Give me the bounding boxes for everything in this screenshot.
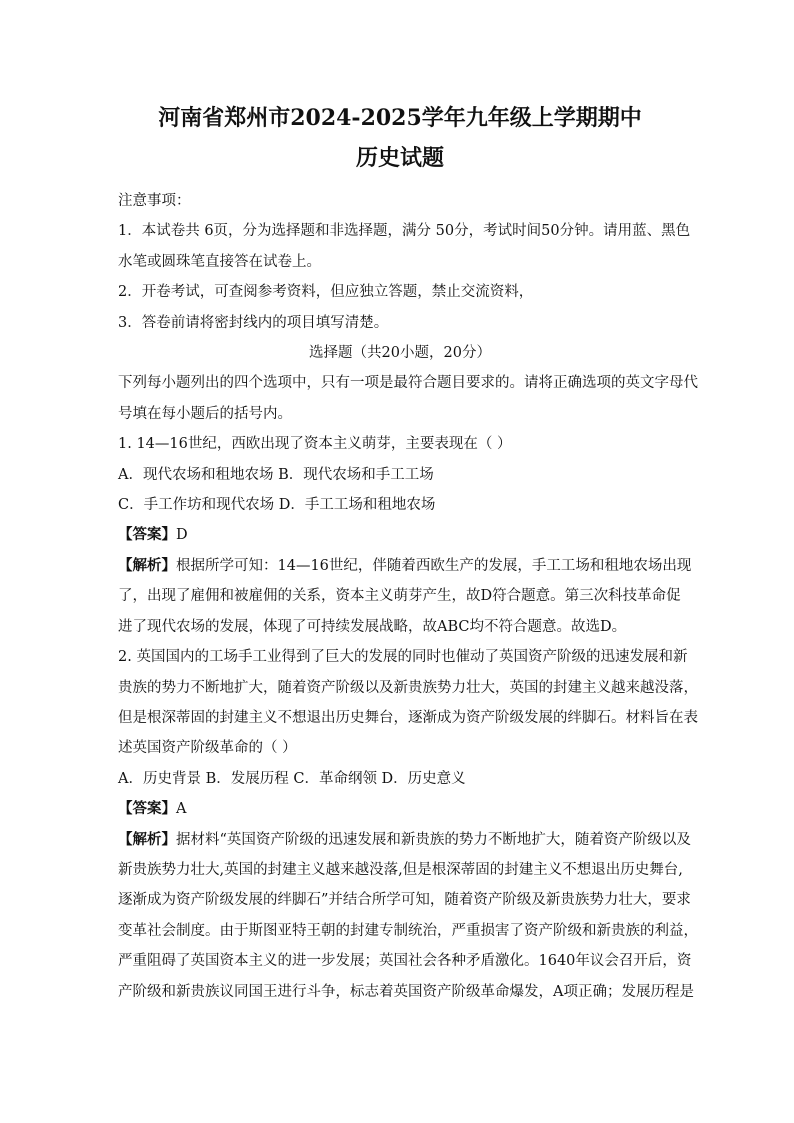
answer-line [118,520,682,550]
analysis-line [118,825,691,855]
question-stem: 但是根深蒂固的封建主义不想退出历史舞台，逐渐成为资产阶级发展的绊脚石。材料旨在表 [118,709,698,726]
notice-block [118,186,691,338]
answer-line [118,794,682,824]
question-2 [118,642,698,1007]
analysis-text: 了，出现了雇佣和被雇佣的关系，资本主义萌芽产生，故D符合题意。第三次科技革命促 [118,588,681,605]
answer-value: A [176,801,187,818]
question-option: A．现代农场和租地农场 B．现代农场和手工工场 [118,466,434,483]
answer-label: 【答案】 [118,526,176,544]
analysis-text: 产阶级和新贵族议同国王进行斗争，标志着英国资产阶级革命爆发，A项正确；发展历程是 [118,983,694,1000]
analysis-text: 据材料“英国资产阶级的迅速发展和新贵族的势力不断地扩大，随着资产阶级以及 [176,831,691,848]
notice-item: 1．本试卷共 6页，分为选择题和非选择题，满分 50分，考试时间50分钟。请用蓝、黑色 [118,223,691,240]
notice-heading: 注意事项： [118,193,191,209]
analysis-label: 【解析】 [118,830,176,848]
question-stem: 2. 英国国内的工场手工业得到了巨大的发展的同时也催动了英国资产阶级的迅速发展和新 [118,649,688,666]
analysis-line [118,551,692,581]
question-option: A．历史背景 B．发展历程 C．革命纲领 D．历史意义 [118,770,466,787]
question-stem: 述英国资产阶级革命的（ ） [118,740,297,757]
analysis-text: 根据所学可知：14—16世纪，伴随着西欧生产的发展，手工工场和租地农场出现 [176,557,692,574]
question-stem: 1. 14—16世纪，西欧出现了资本主义萌芽，主要表现在（ ） [118,436,512,453]
question-1 [118,429,692,642]
notice-item: 水笔或圆珠笔直接答在试卷上。 [118,253,321,270]
section-instruction: 号填在每小题后的括号内。 [118,405,292,422]
exam-page [118,100,698,1007]
notice-item: 3．答卷前请将密封线内的项目填写清楚。 [118,314,389,331]
answer-value: D [176,527,188,544]
analysis-text: 严重阻碍了英国资本主义的进一步发展；英国社会各种矛盾激化。1640年议会召开后，资 [118,953,692,970]
analysis-text: 变革社会制度。由于斯图亚特王朝的封建专制统治，严重损害了资产阶级和新贵族的利益， [118,922,698,939]
analysis-text: 逐渐成为资产阶级发展的绊脚石”并结合所学可知，随着资产阶级及新贵族势力壮大，要求 [118,892,691,909]
page-subtitle: 历史试题 [355,145,444,171]
question-stem: 贵族的势力不断地扩大，随着资产阶级以及新贵族势力壮大，英国的封建主义越来越没落， [118,679,698,696]
analysis-label: 【解析】 [118,556,176,574]
section-instruction: 下列每小题列出的四个选项中，只有一项是最符合题目要求的。请将正确选项的英文字母代 [118,375,698,392]
section-title: 选择题（共20小题，20分） [309,345,491,362]
notice-item: 2．开卷考试，可查阅参考资料，但应独立答题，禁止交流资料， [118,284,534,301]
answer-label: 【答案】 [118,800,176,818]
section-block [118,338,698,429]
page-title: 河南省郑州市2024-2025学年九年级上学期期中 [158,105,642,131]
analysis-text: 新贵族势力壮大,英国的封建主义越来越没落,但是根深蒂固的封建主义不想退出历史舞台, [118,861,683,878]
analysis-text: 进了现代农场的发展，体现了可持续发展战略，故ABC均不符合题意。故选D。 [118,618,627,635]
question-option: C．手工作坊和现代农场 D．手工工场和租地农场 [118,497,436,514]
